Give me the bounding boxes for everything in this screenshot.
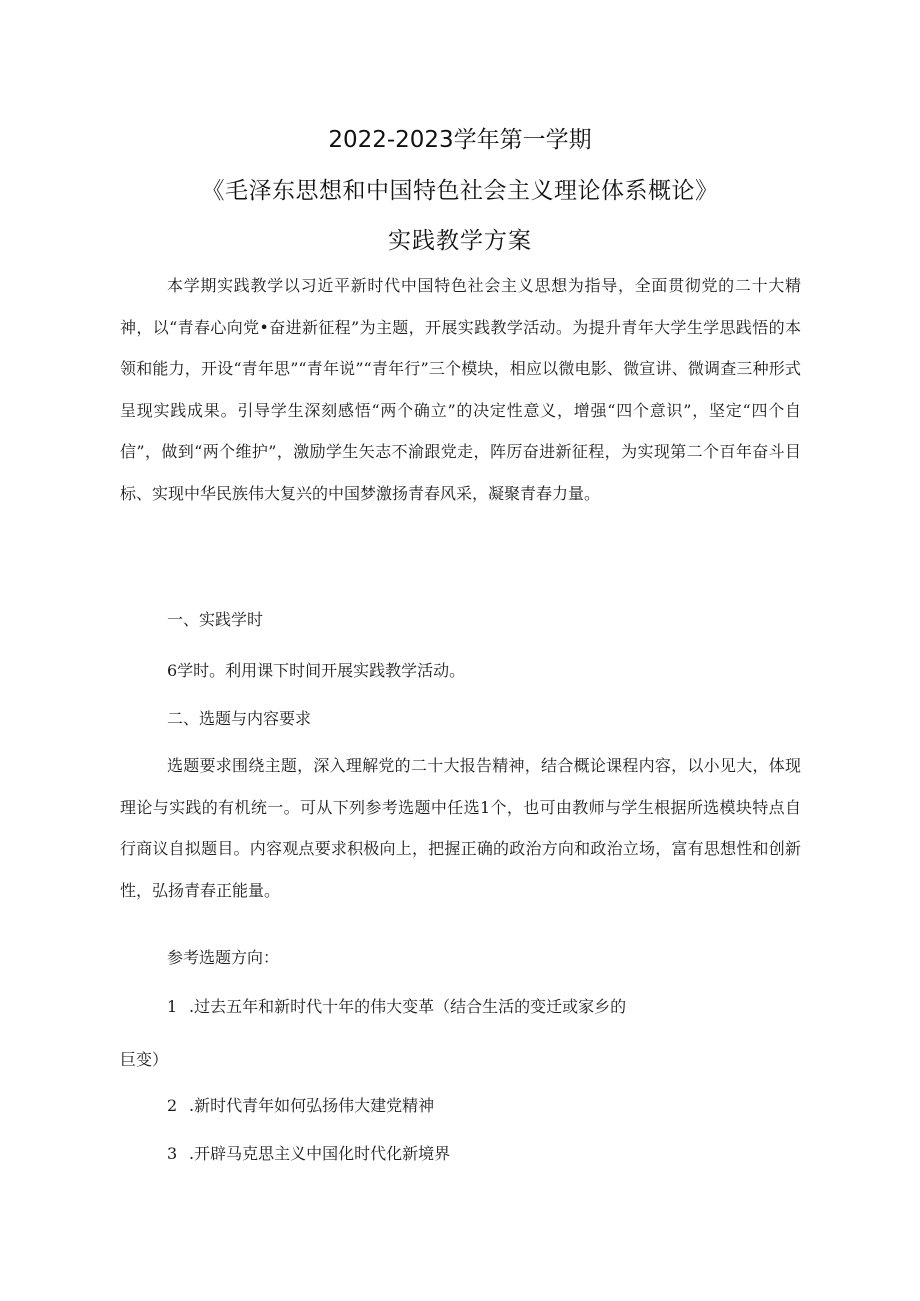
topic-number: 2	[167, 1096, 178, 1115]
section2-paragraph: 选题要求围绕主题，深入理解党的二十大报告精神，结合概论课程内容，以小见大，体现理论与实践的有机统一。可从下列参考选题中任选1个，也可由教师与学生根据所选模块特点自行商议自拟题目。内容观点要求积极向上，把握正确的政治方向和政治立场，富有思想性和创新性，弘扬青春正能量。	[120, 756, 801, 900]
topic-text: .过去五年和新时代十年的伟大变革（结合生活的变迁或家乡的	[189, 997, 627, 1016]
topic-number: 1	[167, 997, 178, 1016]
topic-text: .新时代青年如何弘扬伟大建党精神	[189, 1096, 435, 1115]
topic-item	[167, 1094, 434, 1118]
title-course: 《毛泽东思想和中国特色社会主义理论体系概论》	[201, 178, 719, 204]
reference-heading: 参考选题方向：	[167, 948, 280, 967]
topic-item	[167, 1142, 450, 1166]
topic-text: .开辟马克思主义中国化时代化新境界	[189, 1144, 451, 1163]
topic-continuation: 巨变）	[120, 1050, 169, 1069]
topic-item	[167, 995, 626, 1019]
section1-text: 6学时。利用课下时间开展实践教学活动。	[167, 661, 466, 680]
section1-heading: 一、实践学时	[167, 610, 264, 629]
intro-paragraph: 本学期实践教学以习近平新时代中国特色社会主义思想为指导，全面贯彻党的二十大精神，以“青春心向党•奋进新征程”为主题，开展实践教学活动。为提升青年大学生学思践悟的本领和能力，开设“青年思”“青年说”“青年行”三个模块，相应以微电影、微宣讲、微调查三种形式呈现实践成果。引导学生深刻感悟“两个确立”的决定性意义，增强“四个意识”，坚定“四个自信”，做到“两个维护”，激励学生矢志不渝跟党走，阵厉奋进新征程，为实现第二个百年奋斗目标、实现中华民族伟大复兴的中国梦激扬青春风采，凝聚青春力量。	[120, 276, 801, 503]
section2-heading: 二、选题与内容要求	[167, 709, 312, 728]
title-plan: 实践教学方案	[388, 228, 532, 254]
topic-number: 3	[167, 1144, 178, 1163]
title-semester: 2022-2023学年第一学期	[328, 127, 592, 153]
